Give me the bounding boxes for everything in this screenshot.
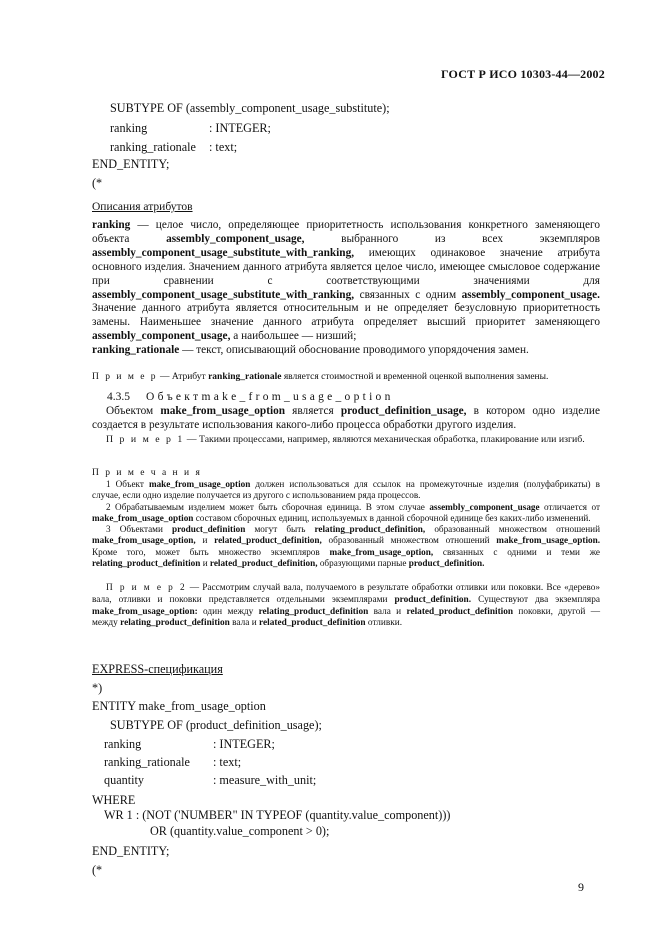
page-number: 9 xyxy=(578,880,584,894)
express-comment-close: *) xyxy=(92,681,103,695)
section-number: 4.3.5 xyxy=(107,391,130,403)
section-paragraph: Объектом make_from_usage_option является product_definition_usage, в котором одно изделие создается в результате использования какого-либо процесса обработки другого изделия. xyxy=(92,405,600,431)
code-attr-rationale-type: : text; xyxy=(209,140,238,154)
express-attr-rationale-name: ranking_rationale xyxy=(104,755,190,769)
express-where: WHERE xyxy=(92,793,136,807)
notes-label: П р и м е ч а н и я xyxy=(92,468,202,478)
express-end-entity: END_ENTITY; xyxy=(92,844,170,858)
section-title: О б ъ е к т m a k e _ f r o m _ u s a g e _ o p t i o n xyxy=(146,391,391,403)
code-attr-ranking-name: ranking xyxy=(110,121,148,135)
express-subtype-line: SUBTYPE OF (product_definition_usage); xyxy=(110,718,322,732)
express-wr1-line2: OR (quantity.value_component > 0); xyxy=(150,824,330,838)
code-attr-ranking-type: : INTEGER; xyxy=(209,121,271,135)
example-2: П р и м е р 2 — Рассмотрим случай вала, получаемого в результате обработки отливки или поковки. Все «дерево» вала, отливки и поковки представляется отдельными экземплярами product_definition. Существуют два экземпляра make_from_usage_option: один между relating_product_definition вала и related_product_definition поковки, другой — между relating_product_definition вала и related_product_definition отливки. xyxy=(92,583,600,629)
term-ranking: ranking xyxy=(92,219,131,231)
example-1: П р и м е р 1 — Такими процессами, например, являются механическая обработка, плакирование или изгиб. xyxy=(106,434,585,445)
express-wr1-line1: WR 1 : (NOT ('NUMBER" IN TYPEOF (quantity.value_component))) xyxy=(104,808,451,822)
code-subtype-line: SUBTYPE OF (assembly_component_usage_substitute); xyxy=(110,101,390,115)
express-attr-ranking-type: : INTEGER; xyxy=(213,737,275,751)
express-heading: EXPRESS-спецификация xyxy=(92,662,223,676)
express-entity-line: ENTITY make_from_usage_option xyxy=(92,699,266,713)
notes-body: 1 Объект make_from_usage_option должен использоваться для ссылок на промежуточные изделия (полуфабрикаты) в случае, если одно изделие получается из другого с использованием ряда процессов. 2 Обрабатываемым изделием может быть сборочная единица. В этом случае assembly_component_usage отличается от make_from_usage_option составом сборочных единиц, используемых в данной сборочной единице без каких-либо изменений. 3 Объектами product_definition могут быть relating_product_definition, образованный множеством отношений make_from_usage_option, и related_product_definition, образованный множеством отношений make_from_usage_option. Кроме того, может быть множество экземпляров make_from_usage_option, связанных с одними и теми же relating_product_definition и related_product_definition, образующими парные product_definition. xyxy=(92,479,600,569)
code-end-entity: END_ENTITY; xyxy=(92,157,170,171)
express-attr-ranking-name: ranking xyxy=(104,737,142,751)
express-comment-open: (* xyxy=(92,863,103,877)
express-attr-rationale-type: : text; xyxy=(213,755,242,769)
attr-desc-heading: Описания атрибутов xyxy=(92,201,193,213)
code-attr-rationale-name: ranking_rationale xyxy=(110,140,196,154)
express-attr-quantity-name: quantity xyxy=(104,773,144,787)
express-attr-quantity-type: : measure_with_unit; xyxy=(213,773,317,787)
term-ranking-rationale: ranking_rationale xyxy=(92,344,180,357)
document-header: ГОСТ Р ИСО 10303-44—2002 xyxy=(441,67,605,81)
example-ranking-rationale: П р и м е р — Атрибут ranking_rationale является стоимостной и временной оценкой выполнения замены. xyxy=(92,372,549,382)
attr-desc-body: ranking — целое число, определяющее приоритетность использования конкретного заменяющего объекта assembly_component_usage, выбранного из всех экземпляров assembly_component_usage_substitute_with_ranking, имеющих одинаковое значение атрибута основного изделия. Значением данного атрибута является целое число, имеющее смысловое содержание при сравнении с соответствующими значениями для assembly_component_usage_substitute_with_ranking, связанных с одним assembly_component_usage. Значение данного атрибута является относительным и не определяет безусловную приоритетность замены. Наименьшее значение данного атрибута определяет высший приоритет заменяющего assembly_component_usage, а наибольшее — низший; ranking_rationale — текст, описывающий обоснование проводимого упорядочения замен. xyxy=(92,219,600,357)
code-comment-open: (* xyxy=(92,176,103,190)
